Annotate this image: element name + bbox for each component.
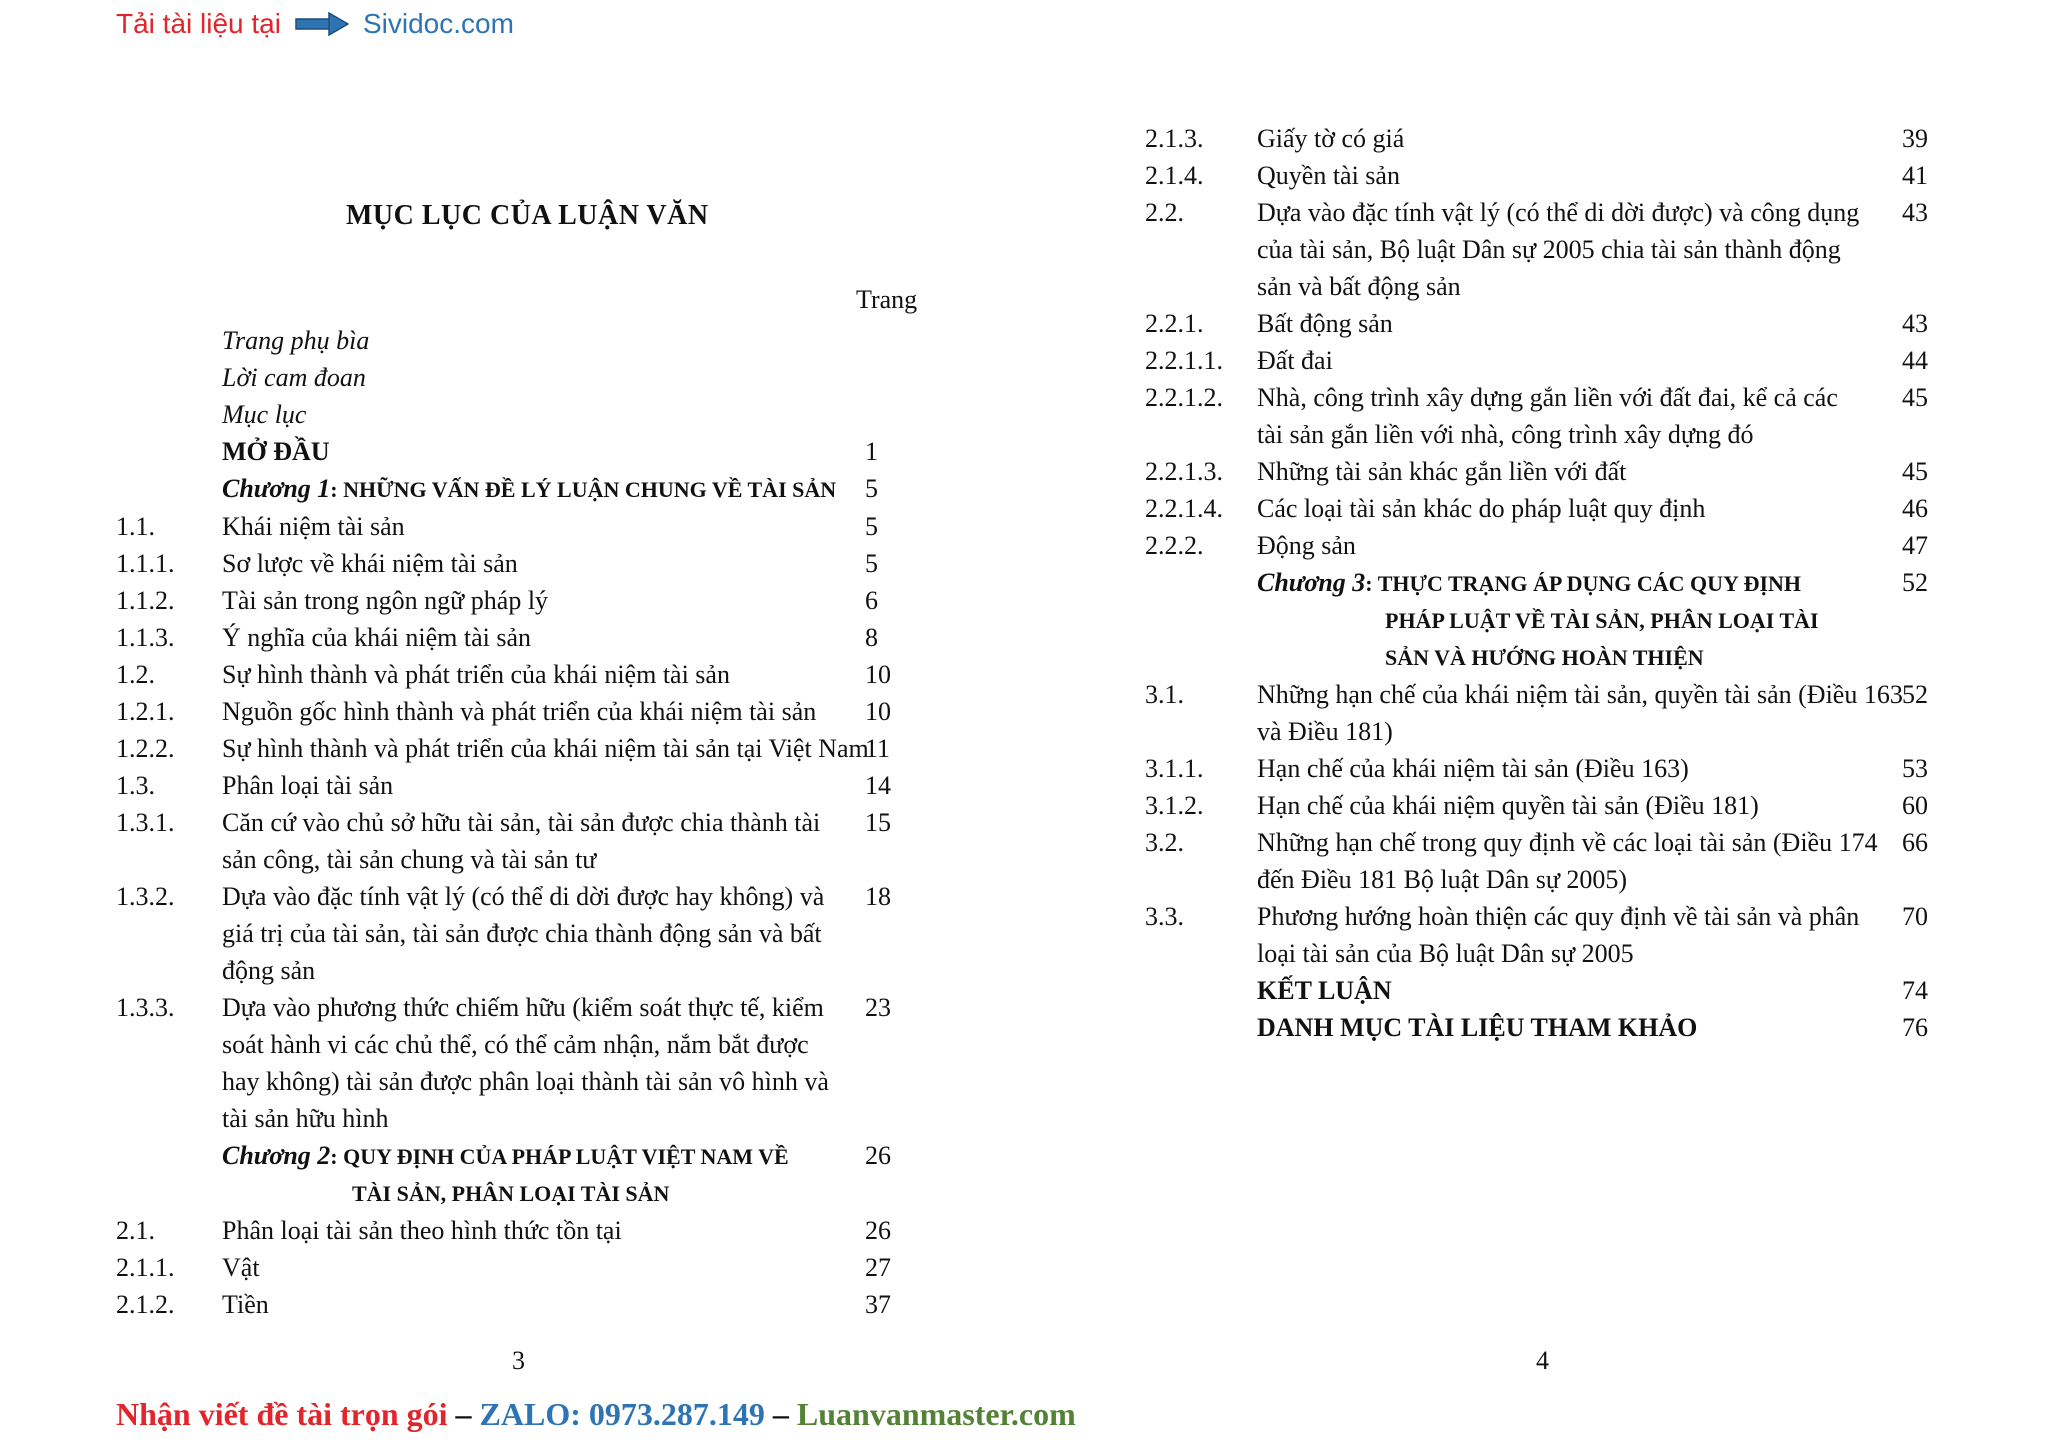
- toc-page-number: 10: [865, 697, 891, 726]
- separator: –: [764, 1396, 797, 1432]
- toc-entry-text: và Điều 181): [1257, 717, 1393, 746]
- toc-row: [116, 804, 952, 878]
- toc-row: [1145, 490, 1997, 527]
- toc-entry-text: đến Điều 181 Bộ luật Dân sự 2005): [1257, 865, 1628, 894]
- toc-number: 2.2.: [1145, 198, 1184, 227]
- toc-row: [116, 767, 952, 804]
- toc-title: MỤC LỤC CỦA LUẬN VĂN: [346, 200, 709, 231]
- toc-number: 3.1.1.: [1145, 754, 1204, 783]
- page-column-header: Trang: [856, 285, 918, 314]
- toc-entry-text: Động sản: [1257, 531, 1356, 560]
- toc-number: 2.1.: [116, 1216, 155, 1245]
- toc-number: 2.1.2.: [116, 1290, 175, 1319]
- toc-page-number: 60: [1902, 791, 1928, 820]
- toc-row: [1145, 750, 1997, 787]
- toc-entry-text: sản và bất động sản: [1257, 272, 1461, 301]
- toc-entry-text: soát hành vi các chủ thể, có thể cảm nhận, nắm bắt được: [222, 1030, 809, 1059]
- toc-number: 1.1.: [116, 512, 155, 541]
- toc-entry-text: Đất đai: [1257, 346, 1333, 375]
- toc-number: 3.1.: [1145, 680, 1184, 709]
- toc-entry-text: Bất động sản: [1257, 309, 1393, 338]
- toc-entry-text: tài sản gắn liền với nhà, công trình xây dựng đó: [1257, 420, 1754, 449]
- toc-page-number: 37: [865, 1290, 891, 1319]
- toc-page-number: 5: [865, 474, 878, 503]
- toc-entry-text: Các loại tài sản khác do pháp luật quy định: [1257, 494, 1706, 523]
- toc-entry-text: Tài sản trong ngôn ngữ pháp lý: [222, 586, 549, 615]
- toc-entry-text: Hạn chế của khái niệm quyền tài sản (Điều 181): [1257, 791, 1759, 820]
- toc-entry-text: DANH MỤC TÀI LIỆU THAM KHẢO: [1257, 1013, 1698, 1042]
- toc-row: [116, 508, 952, 545]
- toc-number: 1.3.2.: [116, 882, 175, 911]
- toc-entry-text: Dựa vào đặc tính vật lý (có thể di dời được) và công dụng: [1257, 198, 1860, 227]
- toc-number: 1.2.: [116, 660, 155, 689]
- promo-site-link[interactable]: Luanvanmaster.com: [796, 1396, 1076, 1432]
- toc-entry-text: SẢN VÀ HƯỚNG HOÀN THIỆN: [1385, 645, 1704, 670]
- toc-page-number: 41: [1902, 161, 1928, 190]
- toc-page-number: 76: [1902, 1013, 1928, 1042]
- toc-number: 2.2.1.2.: [1145, 383, 1223, 412]
- toc-page-number: 47: [1902, 531, 1928, 560]
- toc-number: 3.3.: [1145, 902, 1184, 931]
- toc-front-item: [116, 322, 952, 359]
- toc-entry-text: hay không) tài sản được phân loại thành tài sản vô hình và: [222, 1067, 829, 1096]
- toc-entry-text: Sự hình thành và phát triển của khái niệm tài sản tại Việt Nam: [222, 734, 869, 763]
- toc-row: [116, 582, 952, 619]
- toc-row: [116, 545, 952, 582]
- toc-row: [1145, 787, 1997, 824]
- toc-row: [1145, 453, 1997, 490]
- page-number: 4: [1536, 1346, 1549, 1375]
- toc-front-item: [116, 396, 952, 433]
- toc-entry-text: của tài sản, Bộ luật Dân sự 2005 chia tài sản thành động: [1257, 235, 1841, 264]
- toc-number: 2.2.2.: [1145, 531, 1204, 560]
- toc-page-number: 5: [865, 549, 878, 578]
- toc-page-number: 43: [1902, 198, 1928, 227]
- toc-number: 2.2.1.1.: [1145, 346, 1223, 375]
- toc-entry-text: Trang phụ bìa: [222, 326, 370, 355]
- toc-page-number: 39: [1902, 124, 1928, 153]
- toc-entry-text: Phân loại tài sản: [222, 771, 394, 800]
- toc-entry-text: giá trị của tài sản, tài sản được chia thành động sản và bất: [222, 919, 822, 948]
- toc-number: 1.1.1.: [116, 549, 175, 578]
- toc-entry-text: Lời cam đoan: [222, 363, 366, 392]
- toc-page-number: 5: [865, 512, 878, 541]
- toc-entry-text: TÀI SẢN, PHÂN LOẠI TÀI SẢN: [352, 1181, 670, 1206]
- toc-row: [1145, 824, 1997, 898]
- toc-number: 2.1.4.: [1145, 161, 1204, 190]
- toc-entry-text: Sơ lược về khái niệm tài sản: [222, 549, 518, 578]
- toc-page-number: 53: [1902, 754, 1928, 783]
- toc-entry-text: Dựa vào phương thức chiếm hữu (kiểm soát thực tế, kiểm: [222, 993, 824, 1022]
- toc-entry-text: KẾT LUẬN: [1257, 976, 1392, 1005]
- toc-entry-text: Những tài sản khác gắn liền với đất: [1257, 457, 1627, 486]
- toc-page-number: 6: [865, 586, 878, 615]
- toc-row: [116, 693, 952, 730]
- toc-row: [116, 878, 952, 989]
- toc-row: [1145, 379, 1997, 453]
- promo-footer: [116, 1396, 1076, 1433]
- toc-page-number: 8: [865, 623, 878, 652]
- separator: –: [447, 1396, 480, 1432]
- toc-entry-text: Phương hướng hoàn thiện các quy định về tài sản và phân: [1257, 902, 1860, 931]
- toc-page-number: 11: [865, 734, 891, 763]
- toc-page-number: 44: [1902, 346, 1928, 375]
- toc-row: [116, 730, 952, 767]
- toc-page-number: 14: [865, 771, 891, 800]
- toc-page-number: 74: [1902, 976, 1928, 1005]
- page-number: 3: [512, 1346, 525, 1375]
- toc-page-number: 66: [1902, 828, 1928, 857]
- toc-entry-text: Hạn chế của khái niệm tài sản (Điều 163): [1257, 754, 1689, 783]
- toc-row: [1145, 1009, 1997, 1046]
- toc-entry-text: Nguồn gốc hình thành và phát triển của khái niệm tài sản: [222, 697, 817, 726]
- zalo-contact[interactable]: ZALO: 0973.287.149: [479, 1396, 765, 1432]
- toc-number: 2.1.3.: [1145, 124, 1204, 153]
- toc-page-number: 26: [865, 1216, 891, 1245]
- toc-row: [1145, 120, 1997, 157]
- toc-entry-text: Mục lục: [222, 400, 307, 429]
- toc-row: [1145, 157, 1997, 194]
- toc-entry-text: Dựa vào đặc tính vật lý (có thể di dời được hay không) và: [222, 882, 825, 911]
- toc-entry-text: Căn cứ vào chủ sở hữu tài sản, tài sản được chia thành tài: [222, 808, 821, 837]
- toc-entry-text: Vật: [222, 1253, 260, 1282]
- toc-row: [1145, 898, 1997, 972]
- toc-entry-text: MỞ ĐẦU: [222, 437, 330, 466]
- toc-page-number: 70: [1902, 902, 1928, 931]
- toc-number: 1.2.1.: [116, 697, 175, 726]
- toc-page-number: 52: [1902, 680, 1928, 709]
- toc-number: 1.1.3.: [116, 623, 175, 652]
- toc-entry-text: Chương 1: NHỮNG VẤN ĐỀ LÝ LUẬN CHUNG VỀ TÀI SẢN: [222, 474, 837, 503]
- toc-number: 2.2.1.4.: [1145, 494, 1223, 523]
- toc-number: 1.1.2.: [116, 586, 175, 615]
- toc-row: [1145, 194, 1997, 305]
- toc-row: [116, 470, 952, 508]
- download-banner: [116, 4, 514, 44]
- toc-page-number: 26: [865, 1141, 891, 1170]
- toc-entry-text: loại tài sản của Bộ luật Dân sự 2005: [1257, 939, 1634, 968]
- toc-page-number: 46: [1902, 494, 1928, 523]
- toc-row: [1145, 342, 1997, 379]
- toc-entry-text: Phân loại tài sản theo hình thức tồn tại: [222, 1216, 622, 1245]
- promo-text: Nhận viết đề tài trọn gói: [116, 1396, 448, 1432]
- toc-number: 1.2.2.: [116, 734, 175, 763]
- toc-page-number: 1: [865, 437, 878, 466]
- toc-entry-text: Giấy tờ có giá: [1257, 124, 1405, 153]
- toc-page-number: 15: [865, 808, 891, 837]
- toc-number: 1.3.: [116, 771, 155, 800]
- toc-page-number: 43: [1902, 309, 1928, 338]
- toc-page-number: 45: [1902, 383, 1928, 412]
- download-text: Tải tài liệu tại: [116, 8, 281, 39]
- toc-row: [116, 1286, 952, 1323]
- toc-entry-text: Quyền tài sản: [1257, 161, 1400, 190]
- toc-number: 3.2.: [1145, 828, 1184, 857]
- toc-row: [1145, 676, 1997, 750]
- toc-row: [1145, 564, 1997, 676]
- chapter-label: Chương 2: [222, 1141, 331, 1170]
- toc-entry-text: Những hạn chế trong quy định về các loại tài sản (Điều 174: [1257, 828, 1878, 857]
- toc-row: [116, 433, 952, 470]
- toc-entry-text: Tiền: [222, 1290, 269, 1319]
- toc-row: [1145, 972, 1997, 1009]
- toc-number: 3.1.2.: [1145, 791, 1204, 820]
- toc-entry-text: Chương 3: THỰC TRẠNG ÁP DỤNG CÁC QUY ĐỊNH: [1257, 568, 1802, 597]
- toc-entry-text: Chương 2: QUY ĐỊNH CỦA PHÁP LUẬT VIỆT NAM VỀ: [222, 1141, 789, 1170]
- toc-entry-text: sản công, tài sản chung và tài sản tư: [222, 845, 597, 874]
- toc-number: 2.1.1.: [116, 1253, 175, 1282]
- site-link[interactable]: Sividoc.com: [362, 8, 514, 39]
- toc-number: 2.2.1.3.: [1145, 457, 1223, 486]
- toc-number: 1.3.3.: [116, 993, 175, 1022]
- toc-row: [1145, 305, 1997, 342]
- toc-row: [116, 1249, 952, 1286]
- toc-row: [1145, 527, 1997, 564]
- toc-number: 2.2.1.: [1145, 309, 1204, 338]
- toc-entry-text: Ý nghĩa của khái niệm tài sản: [222, 623, 532, 652]
- toc-number: 1.3.1.: [116, 808, 175, 837]
- toc-page-number: 27: [865, 1253, 891, 1282]
- toc-entry-text: Những hạn chế của khái niệm tài sản, quyền tài sản (Điều 163: [1257, 680, 1903, 709]
- toc-row: [116, 656, 952, 693]
- toc-row: [116, 1137, 952, 1212]
- toc-page-number: 23: [865, 993, 891, 1022]
- toc-entry-text: PHÁP LUẬT VỀ TÀI SẢN, PHÂN LOẠI TÀI: [1385, 608, 1819, 633]
- toc-page-number: 18: [865, 882, 891, 911]
- toc-entry-text: Nhà, công trình xây dựng gắn liền với đất đai, kể cả các: [1257, 383, 1838, 412]
- chapter-label: Chương 1: [222, 474, 331, 503]
- toc-page-number: 45: [1902, 457, 1928, 486]
- toc-entry-text: Sự hình thành và phát triển của khái niệm tài sản: [222, 660, 730, 689]
- toc-page-number: 10: [865, 660, 891, 689]
- toc-list-left: [116, 322, 952, 1323]
- chapter-label: Chương 3: [1257, 568, 1366, 597]
- arrow-right-icon: [295, 12, 349, 36]
- toc-row: [116, 1212, 952, 1249]
- toc-entry-text: động sản: [222, 956, 316, 985]
- toc-page-number: 52: [1902, 568, 1928, 597]
- toc-list-right: [1145, 120, 1997, 1046]
- toc-front-item: [116, 359, 952, 396]
- toc-entry-text: Khái niệm tài sản: [222, 512, 405, 541]
- toc-entry-text: tài sản hữu hình: [222, 1104, 389, 1133]
- toc-row: [116, 989, 952, 1137]
- toc-row: [116, 619, 952, 656]
